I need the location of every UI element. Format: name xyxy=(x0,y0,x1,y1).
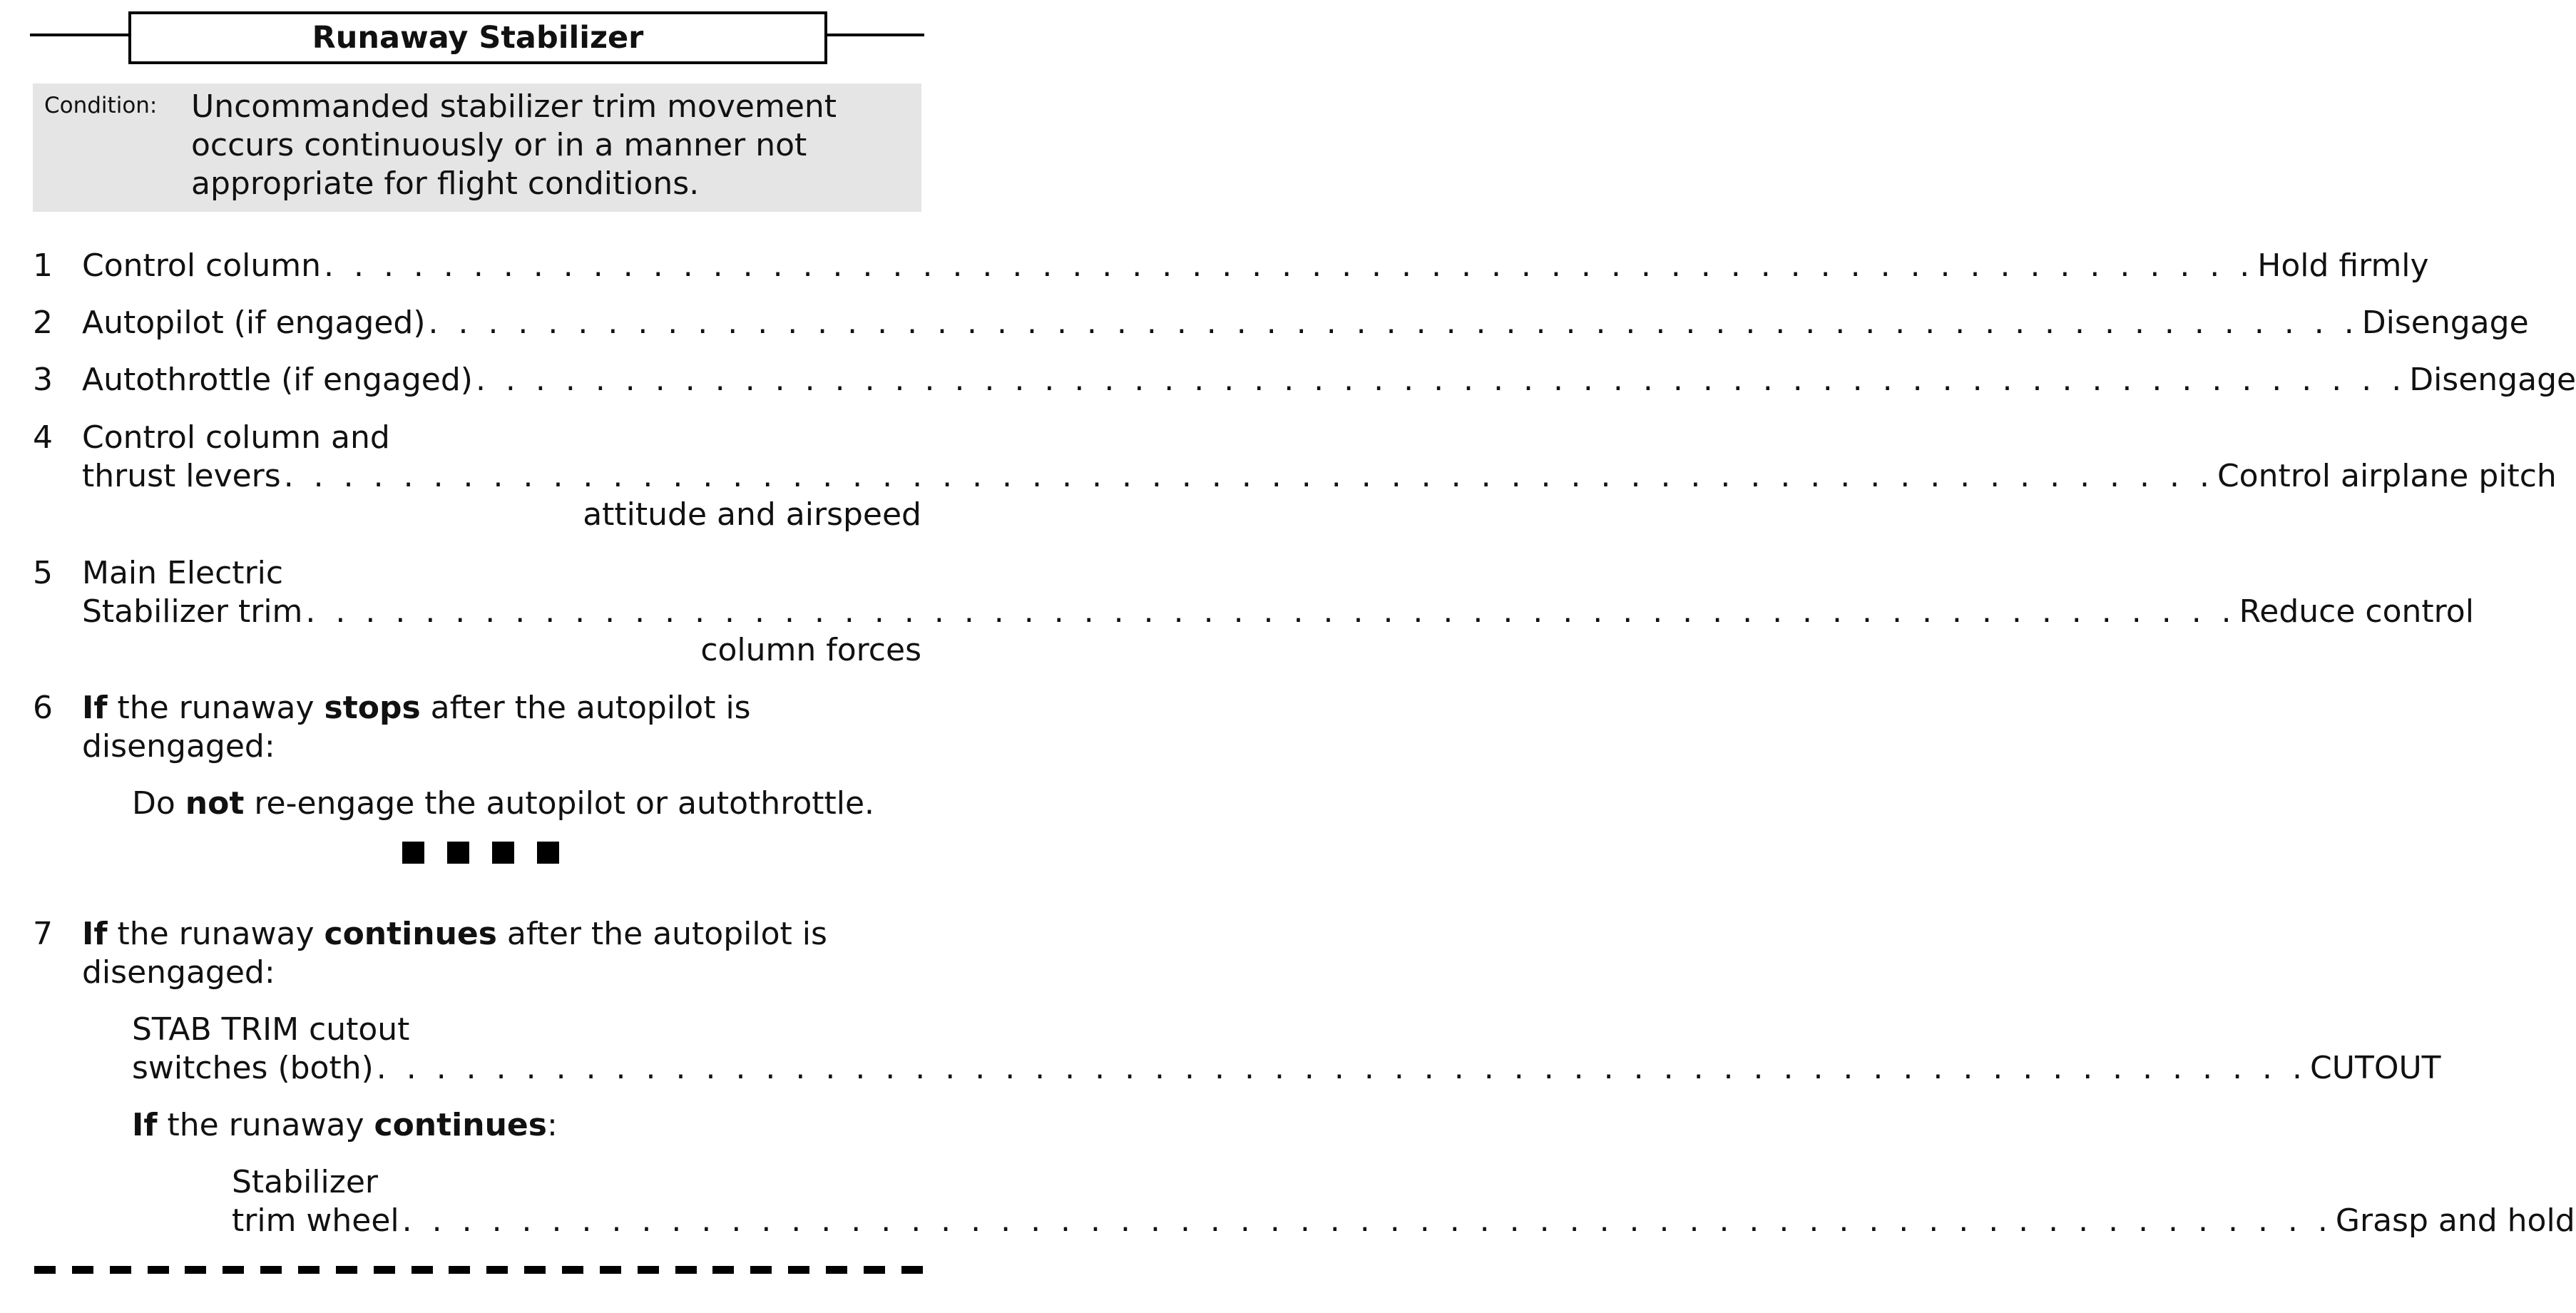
rule-dash xyxy=(524,1266,546,1274)
substep-item-line-2: switches (both) xyxy=(132,1050,374,1086)
rule-dash xyxy=(412,1266,433,1274)
condition-text: after the autopilot is xyxy=(496,916,827,952)
substep-item-line-1: STAB TRIM cutout xyxy=(132,1011,410,1048)
title-rule-right xyxy=(824,34,924,36)
continues-keyword: continues xyxy=(374,1107,547,1143)
continues-keyword: continues xyxy=(324,916,497,952)
end-square xyxy=(492,842,514,864)
substep-condition xyxy=(132,1106,558,1145)
step-number: 1 xyxy=(33,247,53,284)
title-rule-left xyxy=(30,34,131,36)
step-action-line-1: Reduce control xyxy=(2239,593,2474,630)
dot-leader: . . . . . . . . . . . . . . . . . . . . . . . . . . . . . . . . . . . . . . . . . . . . . . . . . . . . . . . . . . . . . . . . . xyxy=(402,1202,2333,1239)
rule-dash xyxy=(34,1266,56,1274)
step-condition-line-2: disengaged: xyxy=(82,728,275,765)
rule-dash xyxy=(260,1266,282,1274)
substep-item-line-2: trim wheel xyxy=(232,1202,399,1239)
procedure-title xyxy=(128,11,827,64)
rule-dash xyxy=(449,1266,470,1274)
condition-text: after the autopilot is xyxy=(420,690,751,726)
step-number: 2 xyxy=(33,305,53,341)
step-action-line-2: column forces xyxy=(700,632,921,668)
rule-dash xyxy=(826,1266,847,1274)
step-item: Autothrottle (if engaged) xyxy=(82,362,473,398)
step-4 xyxy=(0,419,2557,534)
condition-text: the runaway xyxy=(107,690,324,726)
rule-dash xyxy=(600,1266,621,1274)
substep-action: CUTOUT xyxy=(2310,1050,2441,1086)
step-item: Autopilot (if engaged) xyxy=(82,305,426,341)
step-action: Disengage xyxy=(2409,362,2576,398)
dot-leader: . . . . . . . . . . . . . . . . . . . . . . . . . . . . . . . . . . . . . . . . . . . . . . . . . . . . . . . . . . . . . . . . . xyxy=(305,593,2237,630)
step-number: 6 xyxy=(33,690,53,726)
note-text: Do xyxy=(132,785,185,822)
rule-dash xyxy=(148,1266,169,1274)
end-square xyxy=(402,842,424,864)
step-item: Control column xyxy=(82,247,322,284)
step-item-line-1: Control column and xyxy=(82,419,390,456)
step-7 xyxy=(0,915,2575,1250)
substep-item-line-1: Stabilizer xyxy=(232,1164,379,1200)
rule-dash xyxy=(185,1266,206,1274)
step-5 xyxy=(0,554,2474,670)
end-of-procedure-marker xyxy=(402,842,559,864)
dot-leader: . . . . . . . . . . . . . . . . . . . . . . . . . . . . . . . . . . . . . . . . . . . . . . . . . . . . . . . . . . . . . . . . . xyxy=(324,247,2255,284)
step-1 xyxy=(0,247,2429,285)
dot-leader: . . . . . . . . . . . . . . . . . . . . . . . . . . . . . . . . . . . . . . . . . . . . . . . . . . . . . . . . . . . . . . . . . xyxy=(428,305,2359,341)
end-square xyxy=(537,842,559,864)
rule-dash xyxy=(486,1266,508,1274)
end-square xyxy=(447,842,469,864)
rule-dash xyxy=(864,1266,885,1274)
substep-action: Grasp and hold xyxy=(2335,1202,2575,1239)
rule-dash xyxy=(638,1266,659,1274)
not-keyword: not xyxy=(185,785,245,822)
step-number: 7 xyxy=(33,916,53,952)
step-condition-line-1 xyxy=(82,915,827,954)
step-action-line-2: attitude and airspeed xyxy=(583,496,921,533)
if-keyword: If xyxy=(82,916,108,952)
step-6 xyxy=(0,689,951,822)
stops-keyword: stops xyxy=(324,690,421,726)
rule-dash xyxy=(788,1266,809,1274)
dot-leader: . . . . . . . . . . . . . . . . . . . . . . . . . . . . . . . . . . . . . . . . . . . . . . . . . . . . . . . . . . . . . . . . . xyxy=(475,362,2407,398)
step-2 xyxy=(0,304,2529,342)
rule-dash xyxy=(336,1266,357,1274)
step-number: 4 xyxy=(33,419,53,456)
step-action: Hold firmly xyxy=(2257,247,2429,284)
condition-box xyxy=(33,83,921,212)
rule-dash xyxy=(675,1266,697,1274)
step-number: 3 xyxy=(33,362,53,398)
rule-dash xyxy=(374,1266,395,1274)
condition-text: : xyxy=(546,1107,558,1143)
rule-dash xyxy=(901,1266,923,1274)
step-condition-line-2: disengaged: xyxy=(82,954,275,991)
step-action: Disengage xyxy=(2361,305,2529,341)
dot-leader: . . . . . . . . . . . . . . . . . . . . . . . . . . . . . . . . . . . . . . . . . . . . . . . . . . . . . . . . . . . . . . . . . xyxy=(376,1050,2308,1086)
title-text: Runaway Stabilizer xyxy=(312,20,644,56)
rule-dash xyxy=(712,1266,734,1274)
condition-text: the runaway xyxy=(107,916,324,952)
step-item-line-2: Stabilizer trim xyxy=(82,593,303,630)
step-3 xyxy=(0,361,2576,399)
rule-dash xyxy=(223,1266,244,1274)
rule-dash xyxy=(562,1266,583,1274)
step-condition-line-1 xyxy=(82,689,751,727)
if-keyword: If xyxy=(132,1107,158,1143)
step-number: 5 xyxy=(33,555,53,591)
step-action-line-1: Control airplane pitch xyxy=(2217,458,2557,494)
continued-dashed-rule xyxy=(34,1266,923,1274)
if-keyword: If xyxy=(82,690,108,726)
condition-label: Condition: xyxy=(44,93,158,118)
rule-dash xyxy=(110,1266,131,1274)
rule-dash xyxy=(298,1266,320,1274)
step-item-line-1: Main Electric xyxy=(82,555,284,591)
rule-dash xyxy=(750,1266,772,1274)
step-note xyxy=(132,785,874,823)
rule-dash xyxy=(72,1266,93,1274)
note-text: re-engage the autopilot or autothrottle. xyxy=(244,785,875,822)
step-item-line-2: thrust levers xyxy=(82,458,281,494)
condition-text: the runaway xyxy=(157,1107,374,1143)
dot-leader: . . . . . . . . . . . . . . . . . . . . . . . . . . . . . . . . . . . . . . . . . . . . . . . . . . . . . . . . . . . . . . . . . xyxy=(283,458,2214,494)
condition-text: Uncommanded stabilizer trim movement occurs continuously or in a manner not appropriate for flight conditions. xyxy=(191,88,837,202)
